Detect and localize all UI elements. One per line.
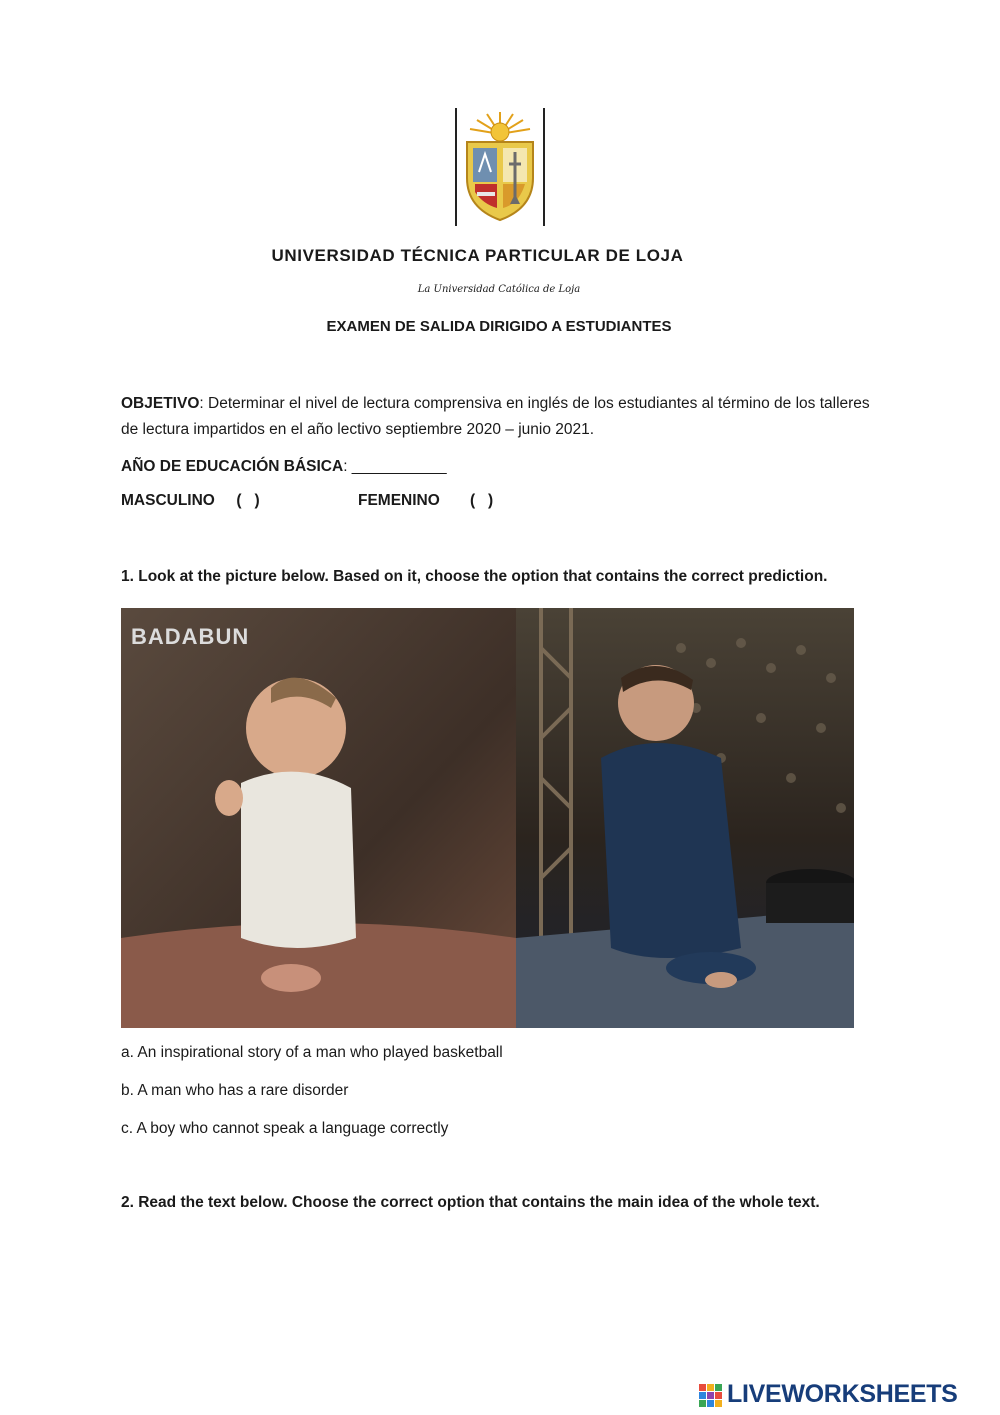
liveworksheets-icon [697,1380,725,1410]
objective-label: OBJETIVO [121,395,200,412]
option-b[interactable]: b. A man who has a rare disorder [121,1082,349,1099]
option-c[interactable]: c. A boy who cannot speak a language correctly [121,1120,449,1137]
exam-title: EXAMEN DE SALIDA DIRIGIDO A ESTUDIANTES [326,318,672,335]
school-year-label: AÑO DE EDUCACIÓN BÁSICA [121,458,344,475]
university-subtitle: La Universidad Católica de Loja [417,284,581,295]
objective-paragraph [121,391,881,443]
liveworksheets-brand: LIVEWORKSHEETS [727,1380,958,1408]
university-name: UNIVERSIDAD TÉCNICA PARTICULAR DE LOJA [271,246,684,265]
question-1: 1. Look at the picture below. Based on it, choose the option that contains the correct prediction. [121,568,828,585]
gender-masculino[interactable]: MASCULINO ( ) [121,492,260,509]
university-logo [455,108,545,226]
gender-femenino[interactable]: FEMENINO ( ) [358,492,494,509]
question-2: 2. Read the text below. Choose the correct option that contains the main idea of the whole text. [121,1194,820,1211]
liveworksheets-logo [697,1380,992,1410]
school-year-line [121,454,881,480]
option-a[interactable]: a. An inspirational story of a man who played basketball [121,1044,503,1061]
image-watermark: BADABUN [131,624,250,649]
objective-text: : Determinar el nivel de lectura comprensiva en inglés de los estudiantes al término de los talleres de lectura impartidos en el año lectivo septiembre 2020 – junio 2021. [121,395,870,438]
question-1-photo [121,608,854,1028]
school-year-blank[interactable]: : ___________ [343,458,447,475]
